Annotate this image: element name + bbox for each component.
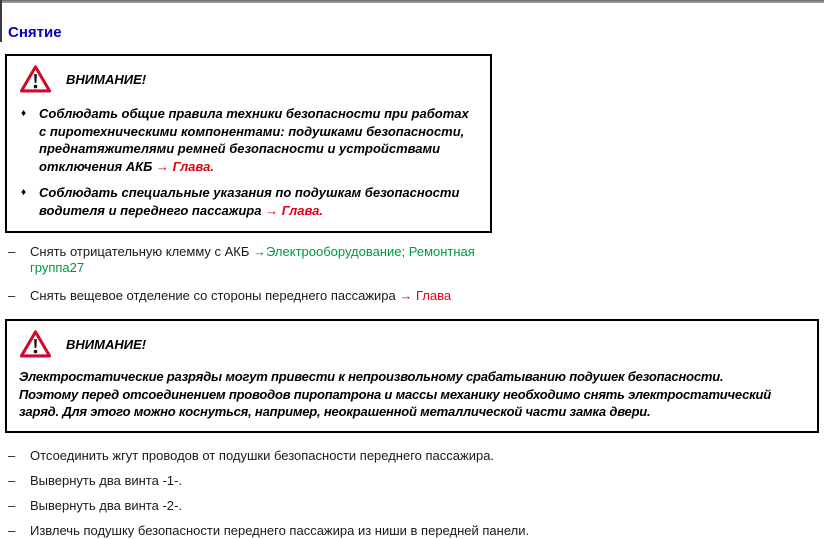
step-item bbox=[8, 244, 824, 276]
warning-header bbox=[19, 64, 480, 94]
warning-triangle-icon bbox=[19, 329, 52, 359]
dash-marker: – bbox=[8, 522, 16, 538]
warning-triangle-icon bbox=[19, 64, 52, 94]
dash-marker: – bbox=[8, 497, 16, 513]
warning-paragraph-line: Поэтому перед отсоединением проводов пиропатрона и массы механику необходимо снять электростатический bbox=[19, 386, 772, 402]
step-text bbox=[30, 288, 451, 304]
step-text bbox=[30, 244, 492, 276]
warning-bullet-list bbox=[19, 105, 480, 219]
step-instruction: Отсоединить жгут проводов от подушки безопасности переднего пассажира. bbox=[30, 447, 495, 463]
step-instruction: Снять вещевое отделение со стороны переднего пассажира bbox=[30, 288, 400, 303]
step-item bbox=[8, 523, 824, 539]
warning-paragraph-line: Электростатические разряды могут привести к непроизвольному срабатыванию подушек безопасности. bbox=[19, 369, 724, 384]
warning-text: Соблюдать общие правила техники безопасности при работах с пиротехническими компонентами: подушками безопасности, преднатяжителями ремней безопасности и устройствами отключения АКБ bbox=[39, 106, 469, 174]
frame-top-edge bbox=[0, 0, 824, 3]
chapter-link[interactable]: → Глава. bbox=[156, 158, 214, 174]
dash-marker: – bbox=[8, 244, 16, 259]
procedure-step-list-bottom bbox=[0, 448, 824, 539]
warning-bullet-text bbox=[39, 105, 469, 175]
step-instruction: Вывернуть два винта -1-. bbox=[30, 472, 182, 488]
warning-header bbox=[19, 329, 807, 359]
step-item bbox=[8, 498, 824, 514]
warning-title: ВНИМАНИЕ! bbox=[66, 71, 147, 87]
electrics-repair-group-link[interactable]: →Электрооборудование; Ремонтная группа27 bbox=[30, 244, 475, 275]
chapter-link[interactable]: → Глава. bbox=[265, 202, 324, 218]
warning-paragraph-line: заряд. Для этого можно коснуться, например, неокрашенной металлической части замка двери. bbox=[19, 404, 651, 419]
step-instruction: Снять отрицательную клемму с АКБ bbox=[30, 244, 254, 259]
step-item bbox=[8, 288, 824, 304]
warning-paragraph bbox=[19, 368, 807, 421]
warning-bullet-item bbox=[19, 184, 480, 219]
dash-marker: – bbox=[8, 447, 16, 463]
step-instruction: Вывернуть два винта -2-. bbox=[30, 497, 182, 513]
diamond-bullet-icon: ♦ bbox=[21, 108, 27, 119]
warning-title: ВНИМАНИЕ! bbox=[66, 336, 147, 352]
chapter-link[interactable]: → Глава bbox=[399, 288, 452, 303]
step-instruction: Извлечь подушку безопасности переднего пассажира из ниши в передней панели. bbox=[30, 522, 530, 538]
procedure-step-list-top bbox=[0, 244, 824, 304]
dash-marker: – bbox=[8, 472, 16, 488]
diamond-bullet-icon: ♦ bbox=[21, 187, 27, 198]
warning-bullet-item bbox=[19, 105, 480, 175]
frame-left-edge bbox=[0, 0, 2, 42]
dash-marker: – bbox=[8, 288, 16, 303]
step-item bbox=[8, 448, 824, 464]
step-item bbox=[8, 473, 824, 489]
page-title: Снятие bbox=[8, 24, 62, 41]
warning-box-safety-rules bbox=[5, 54, 492, 233]
warning-text: Соблюдать специальные указания по подушкам безопасности водителя и переднего пассажира bbox=[39, 185, 460, 218]
warning-bullet-text bbox=[39, 184, 469, 219]
warning-box-electrostatic bbox=[5, 319, 819, 433]
